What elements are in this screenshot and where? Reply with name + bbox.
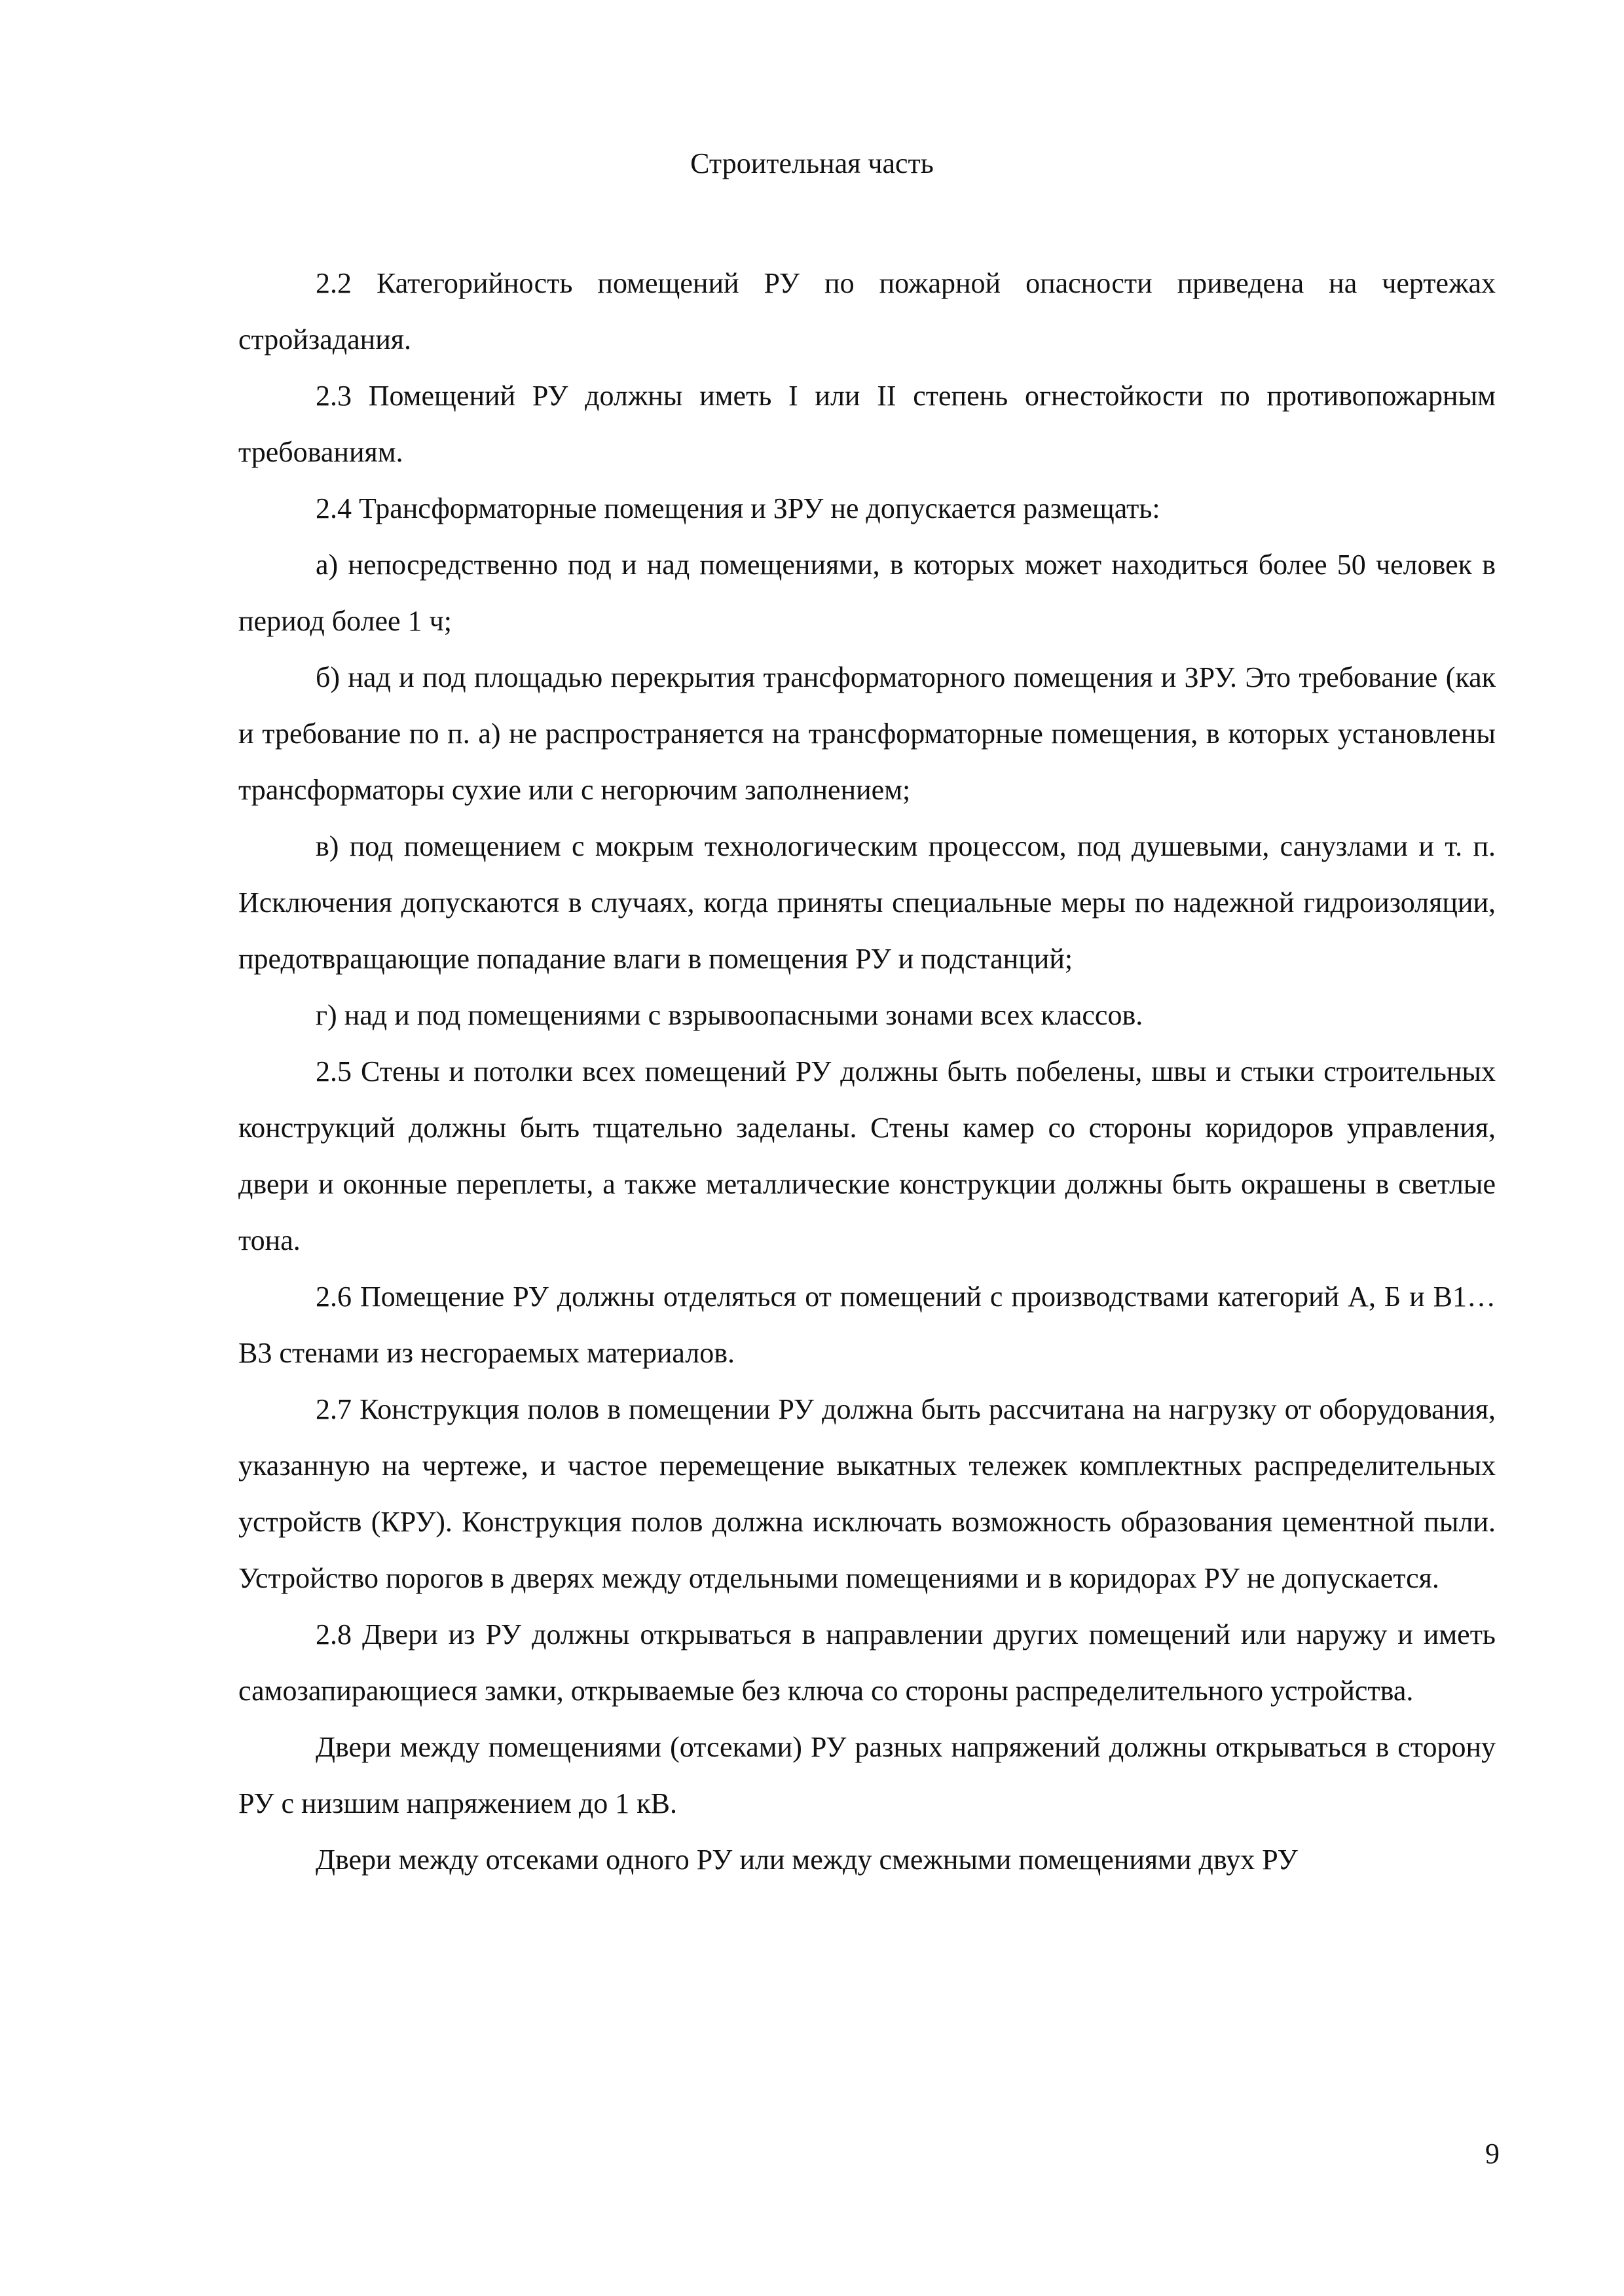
paragraph-2-6: 2.6 Помещение РУ должны отделяться от помещений с производствами категорий А, Б и В1…В3 стенами из несгораемых материалов. (238, 1281, 1496, 1369)
paragraph-2-5: 2.5 Стены и потолки всех помещений РУ должны быть побелены, швы и стыки строительных конструкций должны быть тщательно заделаны. Стены камер со стороны коридоров управления, двери и оконные переплеты, а также металлические конструкции должны быть окрашены в светлые тона. (238, 1055, 1496, 1256)
paragraph-2-4-v: в) под помещением с мокрым технологическим процессом, под душевыми, санузлами и т. п. Исключения допускаются в случаях, когда приняты специальные меры по надежной гидроизоляции, предотвращающие попадание влаги в помещения РУ и подстанций; (238, 830, 1496, 975)
paragraph-2-8: 2.8 Двери из РУ должны открываться в направлении других помещений или наружу и иметь самозапирающиеся замки, открываемые без ключа со стороны распределительного устройства. (238, 1618, 1496, 1707)
document-body (238, 255, 1496, 1888)
page-number: 9 (1485, 2138, 1500, 2170)
paragraph-2-4-a: а) непосредственно под и над помещениями, в которых может находиться более 50 человек в период более 1 ч; (238, 549, 1496, 637)
paragraph-2-7: 2.7 Конструкция полов в помещении РУ должна быть рассчитана на нагрузку от оборудования, указанную на чертеже, и частое перемещение выкатных тележек комплектных распределительных устройств (КРУ). Конструкция полов должна исключать возможность образования цементной пыли. Устройство порогов в дверях между отдельными помещениями и в коридорах РУ не допускается. (238, 1393, 1496, 1594)
paragraph-2-4-b: б) над и под площадью перекрытия трансформаторного помещения и ЗРУ. Это требование (как и требование по п. а) не распространяется на трансформаторные помещения, в которых установлены трансформаторы сухие или с негорючим заполнением; (238, 661, 1496, 806)
paragraph-doors-compartments: Двери между отсеками одного РУ или между смежными помещениями двух РУ (316, 1844, 1298, 1876)
paragraph-doors-voltage: Двери между помещениями (отсеками) РУ разных напряжений должны открываться в сторону РУ с низшим напряжением до 1 кВ. (238, 1731, 1496, 1819)
paragraph-2-4-g: г) над и под помещениями с взрывоопасными зонами всех классов. (316, 999, 1143, 1031)
paragraph-2-3: 2.3 Помещений РУ должны иметь I или II степень огнестойкости по противопожарным требованиям. (238, 380, 1496, 468)
paragraph-2-4: 2.4 Трансформаторные помещения и ЗРУ не допускается размещать: (316, 492, 1160, 524)
page-header-title: Строительная часть (690, 147, 934, 179)
paragraph-2-2: 2.2 Категорийность помещений РУ по пожарной опасности приведена на чертежах стройзадания. (238, 267, 1496, 355)
